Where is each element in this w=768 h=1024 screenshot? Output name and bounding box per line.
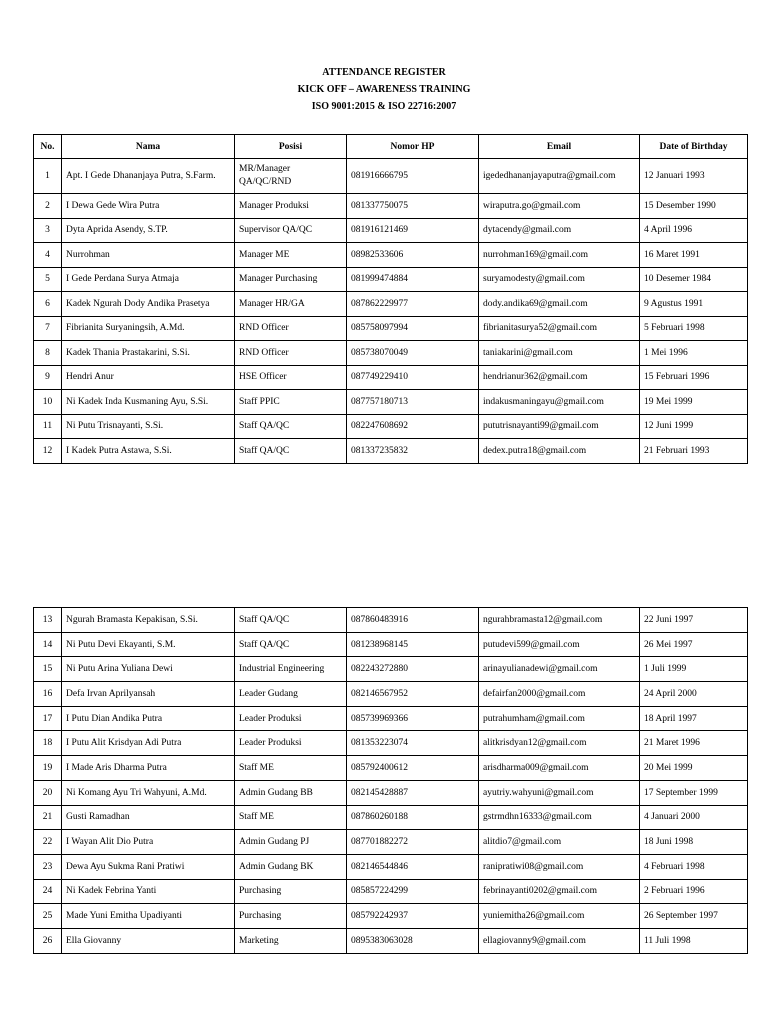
cell-date-of-birthday: 4 Februari 1998 [640, 854, 748, 879]
cell-posisi: Staff QA/QC [235, 439, 347, 464]
cell-nomor-hp: 082146567952 [347, 682, 479, 707]
cell-nama: Kadek Ngurah Dody Andika Prasetya [62, 292, 235, 317]
cell-nomor-hp: 087749229410 [347, 365, 479, 390]
cell-no: 24 [34, 879, 62, 904]
cell-email: nurrohman169@gmail.com [479, 243, 640, 268]
table-row [34, 341, 748, 366]
cell-posisi: Industrial Engineering [235, 657, 347, 682]
cell-nama: Made Yuni Emitha Upadiyanti [62, 904, 235, 929]
cell-email: hendrianur362@gmail.com [479, 365, 640, 390]
cell-nama: I Made Aris Dharma Putra [62, 756, 235, 781]
cell-nomor-hp: 082145428887 [347, 780, 479, 805]
header-no: No. [34, 135, 62, 159]
cell-date-of-birthday: 1 Juli 1999 [640, 657, 748, 682]
table-row [34, 682, 748, 707]
cell-nama: Dyta Aprida Asendy, S.TP. [62, 218, 235, 243]
cell-no: 3 [34, 218, 62, 243]
cell-email: yuniemitha26@gmail.com [479, 904, 640, 929]
cell-date-of-birthday: 15 Februari 1996 [640, 365, 748, 390]
table-row [34, 879, 748, 904]
cell-no: 1 [34, 159, 62, 194]
cell-no: 17 [34, 706, 62, 731]
cell-nomor-hp: 085758097994 [347, 316, 479, 341]
cell-nama: I Putu Dian Andika Putra [62, 706, 235, 731]
cell-nama: I Wayan Alit Dio Putra [62, 830, 235, 855]
cell-no: 18 [34, 731, 62, 756]
table-header-row [34, 135, 748, 159]
cell-posisi: Marketing [235, 928, 347, 953]
header-posisi: Posisi [235, 135, 347, 159]
cell-no: 4 [34, 243, 62, 268]
cell-posisi: MR/Manager QA/QC/RND [235, 159, 347, 194]
cell-date-of-birthday: 10 Desemer 1984 [640, 267, 748, 292]
cell-posisi: Staff ME [235, 756, 347, 781]
cell-nomor-hp: 081999474884 [347, 267, 479, 292]
header-nama: Nama [62, 135, 235, 159]
cell-nama: Fibrianita Suryaningsih, A.Md. [62, 316, 235, 341]
cell-nomor-hp: 0895383063028 [347, 928, 479, 953]
cell-nomor-hp: 087701882272 [347, 830, 479, 855]
cell-posisi: Admin Gudang BK [235, 854, 347, 879]
cell-email: putudevi599@gmail.com [479, 632, 640, 657]
cell-date-of-birthday: 5 Februari 1998 [640, 316, 748, 341]
cell-email: suryamodesty@gmail.com [479, 267, 640, 292]
cell-nomor-hp: 085792400612 [347, 756, 479, 781]
cell-nomor-hp: 082247608692 [347, 414, 479, 439]
cell-date-of-birthday: 17 September 1999 [640, 780, 748, 805]
cell-email: alitdio7@gmail.com [479, 830, 640, 855]
table-row [34, 267, 748, 292]
cell-date-of-birthday: 26 September 1997 [640, 904, 748, 929]
cell-no: 5 [34, 267, 62, 292]
table-row [34, 904, 748, 929]
table-row [34, 243, 748, 268]
cell-posisi: Staff PPIC [235, 390, 347, 415]
cell-no: 12 [34, 439, 62, 464]
table-row [34, 390, 748, 415]
cell-nama: Ngurah Bramasta Kepakisan, S.Si. [62, 608, 235, 633]
cell-posisi: Leader Gudang [235, 682, 347, 707]
table-row [34, 830, 748, 855]
cell-no: 19 [34, 756, 62, 781]
cell-date-of-birthday: 4 April 1996 [640, 218, 748, 243]
cell-email: ellagiovanny9@gmail.com [479, 928, 640, 953]
table-row [34, 706, 748, 731]
cell-email: ngurahbramasta12@gmail.com [479, 608, 640, 633]
cell-posisi: Admin Gudang PJ [235, 830, 347, 855]
cell-date-of-birthday: 1 Mei 1996 [640, 341, 748, 366]
attendance-table-page-1 [33, 134, 748, 464]
table-row [34, 194, 748, 219]
cell-nama: Nurrohman [62, 243, 235, 268]
cell-nama: Dewa Ayu Sukma Rani Pratiwi [62, 854, 235, 879]
cell-nomor-hp: 081916121469 [347, 218, 479, 243]
cell-no: 15 [34, 657, 62, 682]
cell-date-of-birthday: 21 Februari 1993 [640, 439, 748, 464]
cell-email: indakusmaningayu@gmail.com [479, 390, 640, 415]
cell-posisi: HSE Officer [235, 365, 347, 390]
cell-no: 8 [34, 341, 62, 366]
cell-nama: Ni Putu Trisnayanti, S.Si. [62, 414, 235, 439]
table-row [34, 316, 748, 341]
cell-posisi: Staff QA/QC [235, 608, 347, 633]
cell-date-of-birthday: 16 Maret 1991 [640, 243, 748, 268]
cell-no: 21 [34, 805, 62, 830]
cell-posisi: Purchasing [235, 904, 347, 929]
cell-email: febrinayanti0202@gmail.com [479, 879, 640, 904]
cell-nomor-hp: 081353223074 [347, 731, 479, 756]
cell-date-of-birthday: 24 April 2000 [640, 682, 748, 707]
table-row [34, 731, 748, 756]
table-row [34, 756, 748, 781]
cell-nomor-hp: 081916666795 [347, 159, 479, 194]
cell-email: pututrisnayanti99@gmail.com [479, 414, 640, 439]
table-row [34, 780, 748, 805]
cell-no: 25 [34, 904, 62, 929]
cell-email: dody.andika69@gmail.com [479, 292, 640, 317]
cell-no: 10 [34, 390, 62, 415]
cell-email: taniakarini@gmail.com [479, 341, 640, 366]
cell-nama: Ni Putu Devi Ekayanti, S.M. [62, 632, 235, 657]
cell-nomor-hp: 085739969366 [347, 706, 479, 731]
cell-no: 9 [34, 365, 62, 390]
cell-nomor-hp: 082243272880 [347, 657, 479, 682]
cell-email: dedex.putra18@gmail.com [479, 439, 640, 464]
table-row [34, 365, 748, 390]
table-row [34, 218, 748, 243]
table-row [34, 657, 748, 682]
cell-no: 14 [34, 632, 62, 657]
cell-posisi: Manager HR/GA [235, 292, 347, 317]
cell-date-of-birthday: 12 Juni 1999 [640, 414, 748, 439]
cell-no: 2 [34, 194, 62, 219]
cell-nomor-hp: 081337235832 [347, 439, 479, 464]
cell-date-of-birthday: 9 Agustus 1991 [640, 292, 748, 317]
cell-email: arinayulianadewi@gmail.com [479, 657, 640, 682]
cell-date-of-birthday: 18 Juni 1998 [640, 830, 748, 855]
cell-nomor-hp: 081337750075 [347, 194, 479, 219]
header-nomor-hp: Nomor HP [347, 135, 479, 159]
cell-posisi: Manager Purchasing [235, 267, 347, 292]
cell-email: defairfan2000@gmail.com [479, 682, 640, 707]
cell-no: 13 [34, 608, 62, 633]
cell-email: arisdharma009@gmail.com [479, 756, 640, 781]
cell-date-of-birthday: 26 Mei 1997 [640, 632, 748, 657]
cell-posisi: Purchasing [235, 879, 347, 904]
table-row [34, 928, 748, 953]
cell-posisi: Manager ME [235, 243, 347, 268]
cell-nama: Ni Kadek Inda Kusmaning Ayu, S.Si. [62, 390, 235, 415]
cell-posisi: Leader Produksi [235, 731, 347, 756]
cell-no: 6 [34, 292, 62, 317]
cell-nama: Kadek Thania Prastakarini, S.Si. [62, 341, 235, 366]
table-row [34, 292, 748, 317]
cell-nama: I Putu Alit Krisdyan Adi Putra [62, 731, 235, 756]
cell-posisi: Manager Produksi [235, 194, 347, 219]
title-line-3: ISO 9001:2015 & ISO 22716:2007 [311, 101, 457, 112]
cell-no: 7 [34, 316, 62, 341]
cell-email: putrahumham@gmail.com [479, 706, 640, 731]
cell-nama: Ni Komang Ayu Tri Wahyuni, A.Md. [62, 780, 235, 805]
table-row [34, 159, 748, 194]
cell-nomor-hp: 087860483916 [347, 608, 479, 633]
cell-date-of-birthday: 18 April 1997 [640, 706, 748, 731]
cell-nomor-hp: 085857224299 [347, 879, 479, 904]
table-row [34, 632, 748, 657]
cell-nama: I Kadek Putra Astawa, S.Si. [62, 439, 235, 464]
cell-posisi: Staff QA/QC [235, 632, 347, 657]
header-date-of-birthday: Date of Birthday [640, 135, 748, 159]
cell-no: 11 [34, 414, 62, 439]
cell-posisi: Staff QA/QC [235, 414, 347, 439]
cell-posisi: RND Officer [235, 316, 347, 341]
cell-nomor-hp: 085792242937 [347, 904, 479, 929]
cell-email: gstrmdhn16333@gmail.com [479, 805, 640, 830]
cell-date-of-birthday: 21 Maret 1996 [640, 731, 748, 756]
cell-nomor-hp: 087862229977 [347, 292, 479, 317]
cell-email: igededhananjayaputra@gmail.com [479, 159, 640, 194]
cell-email: ayutriy.wahyuni@gmail.com [479, 780, 640, 805]
cell-no: 22 [34, 830, 62, 855]
cell-date-of-birthday: 15 Desember 1990 [640, 194, 748, 219]
cell-nama: Hendri Anur [62, 365, 235, 390]
cell-no: 23 [34, 854, 62, 879]
cell-nomor-hp: 087757180713 [347, 390, 479, 415]
cell-nomor-hp: 087860260188 [347, 805, 479, 830]
table-row [34, 805, 748, 830]
cell-nama: Gusti Ramadhan [62, 805, 235, 830]
cell-no: 26 [34, 928, 62, 953]
cell-date-of-birthday: 22 Juni 1997 [640, 608, 748, 633]
cell-posisi: Leader Produksi [235, 706, 347, 731]
cell-nomor-hp: 08982533606 [347, 243, 479, 268]
title-line-2: KICK OFF – AWARENESS TRAINING [297, 84, 471, 95]
cell-email: fibrianitasurya52@gmail.com [479, 316, 640, 341]
cell-posisi: Admin Gudang BB [235, 780, 347, 805]
cell-email: alitkrisdyan12@gmail.com [479, 731, 640, 756]
cell-nama: Ni Kadek Febrina Yanti [62, 879, 235, 904]
attendance-table-page-2 [33, 607, 748, 954]
cell-date-of-birthday: 4 Januari 2000 [640, 805, 748, 830]
cell-nama: I Dewa Gede Wira Putra [62, 194, 235, 219]
cell-posisi: Staff ME [235, 805, 347, 830]
cell-email: ranipratiwi08@gmail.com [479, 854, 640, 879]
document-title [0, 64, 768, 115]
cell-posisi: Supervisor QA/QC [235, 218, 347, 243]
cell-no: 16 [34, 682, 62, 707]
cell-nama: Ni Putu Arina Yuliana Dewi [62, 657, 235, 682]
header-email: Email [479, 135, 640, 159]
cell-nama: Apt. I Gede Dhananjaya Putra, S.Farm. [62, 159, 235, 194]
title-line-1: ATTENDANCE REGISTER [322, 67, 446, 78]
cell-posisi: RND Officer [235, 341, 347, 366]
cell-email: wiraputra.go@gmail.com [479, 194, 640, 219]
cell-nama: I Gede Perdana Surya Atmaja [62, 267, 235, 292]
cell-nomor-hp: 082146544846 [347, 854, 479, 879]
cell-date-of-birthday: 12 Januari 1993 [640, 159, 748, 194]
cell-nama: Ella Giovanny [62, 928, 235, 953]
cell-date-of-birthday: 11 Juli 1998 [640, 928, 748, 953]
cell-email: dytacendy@gmail.com [479, 218, 640, 243]
cell-nomor-hp: 081238968145 [347, 632, 479, 657]
table-row [34, 439, 748, 464]
cell-date-of-birthday: 20 Mei 1999 [640, 756, 748, 781]
cell-no: 20 [34, 780, 62, 805]
cell-date-of-birthday: 2 Februari 1996 [640, 879, 748, 904]
table-row [34, 414, 748, 439]
cell-date-of-birthday: 19 Mei 1999 [640, 390, 748, 415]
cell-nama: Defa Irvan Aprilyansah [62, 682, 235, 707]
cell-nomor-hp: 085738070049 [347, 341, 479, 366]
table-row [34, 854, 748, 879]
table-row [34, 608, 748, 633]
